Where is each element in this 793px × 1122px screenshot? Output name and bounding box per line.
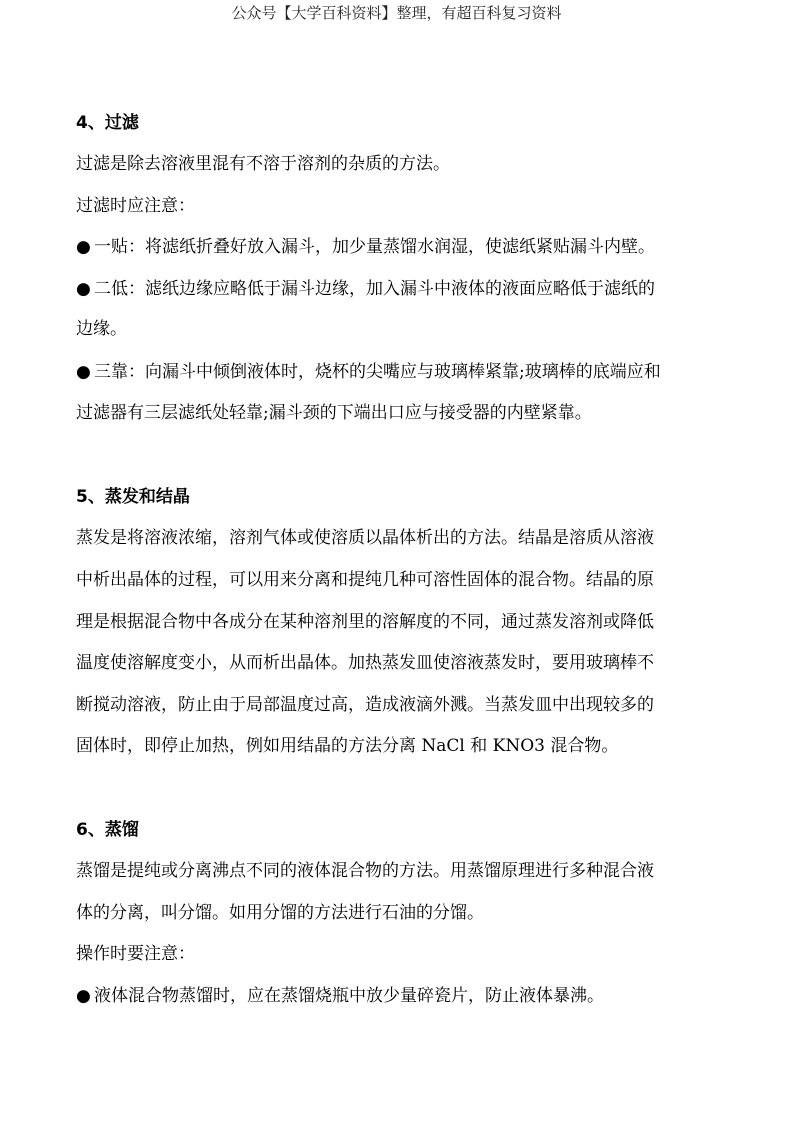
filtration-bullet-1-text: 一贴：将滤纸折叠好放入漏斗，加少量蒸馏水润湿，使滤纸紧贴漏斗内壁。 <box>94 237 655 257</box>
filtration-notes-label: 过滤时应注意： <box>76 196 195 216</box>
evaporation-line-2: 中析出晶体的过程，可以用来分离和提纯几种可溶性固体的混合物。结晶的原 <box>76 570 654 590</box>
evaporation-line-6: 固体时，即停止加热，例如用结晶的方法分离 NaCl 和 KNO3 混合物。 <box>76 736 619 756</box>
filtration-intro: 过滤是除去溶液里混有不溶于溶剂的杂质的方法。 <box>76 154 450 174</box>
filtration-bullet-2 <box>76 278 720 300</box>
distillation-notes-label: 操作时要注意： <box>76 944 195 964</box>
filtration-bullet-3-text: 三靠：向漏斗中倾倒液体时，烧杯的尖嘴应与玻璃棒紧靠;玻璃棒的底端应和 <box>94 362 661 382</box>
distillation-bullet-1 <box>76 985 720 1007</box>
distillation-line-1: 蒸馏是提纯或分离沸点不同的液体混合物的方法。用蒸馏原理进行多种混合液 <box>76 861 654 881</box>
filtration-bullet-2-text: 二低：滤纸边缘应略低于漏斗边缘，加入漏斗中液体的液面应略低于滤纸的 <box>94 279 655 299</box>
bullet-icon: ● <box>76 986 91 1006</box>
evaporation-line-5: 断搅动溶液，防止由于局部温度过高，造成液滴外溅。当蒸发皿中出现较多的 <box>76 695 654 715</box>
distillation-line-2: 体的分离，叫分馏。如用分馏的方法进行石油的分馏。 <box>76 903 484 923</box>
bullet-icon: ● <box>76 362 91 382</box>
filtration-bullet-1 <box>76 236 720 258</box>
bullet-icon: ● <box>76 279 91 299</box>
evaporation-line-1: 蒸发是将溶液浓缩，溶剂气体或使溶质以晶体析出的方法。结晶是溶质从溶液 <box>76 528 654 548</box>
bullet-icon: ● <box>76 237 91 257</box>
page-header: 公众号【大学百科资料】整理，有超百科复习资料 <box>231 4 562 22</box>
filtration-bullet-2-cont: 边缘。 <box>76 319 127 339</box>
evaporation-line-3: 理是根据混合物中各成分在某种溶剂里的溶解度的不同，通过蒸发溶剂或降低 <box>76 612 654 632</box>
section-title-evaporation: 5、蒸发和结晶 <box>76 487 190 507</box>
evaporation-line-4: 温度使溶解度变小，从而析出晶体。加热蒸发皿使溶液蒸发时，要用玻璃棒不 <box>76 653 654 673</box>
distillation-bullet-1-text: 液体混合物蒸馏时，应在蒸馏烧瓶中放少量碎瓷片，防止液体暴沸。 <box>94 986 604 1006</box>
filtration-bullet-3 <box>76 361 720 383</box>
section-title-filtration: 4、过滤 <box>76 113 139 133</box>
filtration-bullet-3-cont: 过滤器有三层滤纸处轻靠;漏斗颈的下端出口应与接受器的内壁紧靠。 <box>76 403 592 423</box>
section-title-distillation: 6、蒸馏 <box>76 820 139 840</box>
